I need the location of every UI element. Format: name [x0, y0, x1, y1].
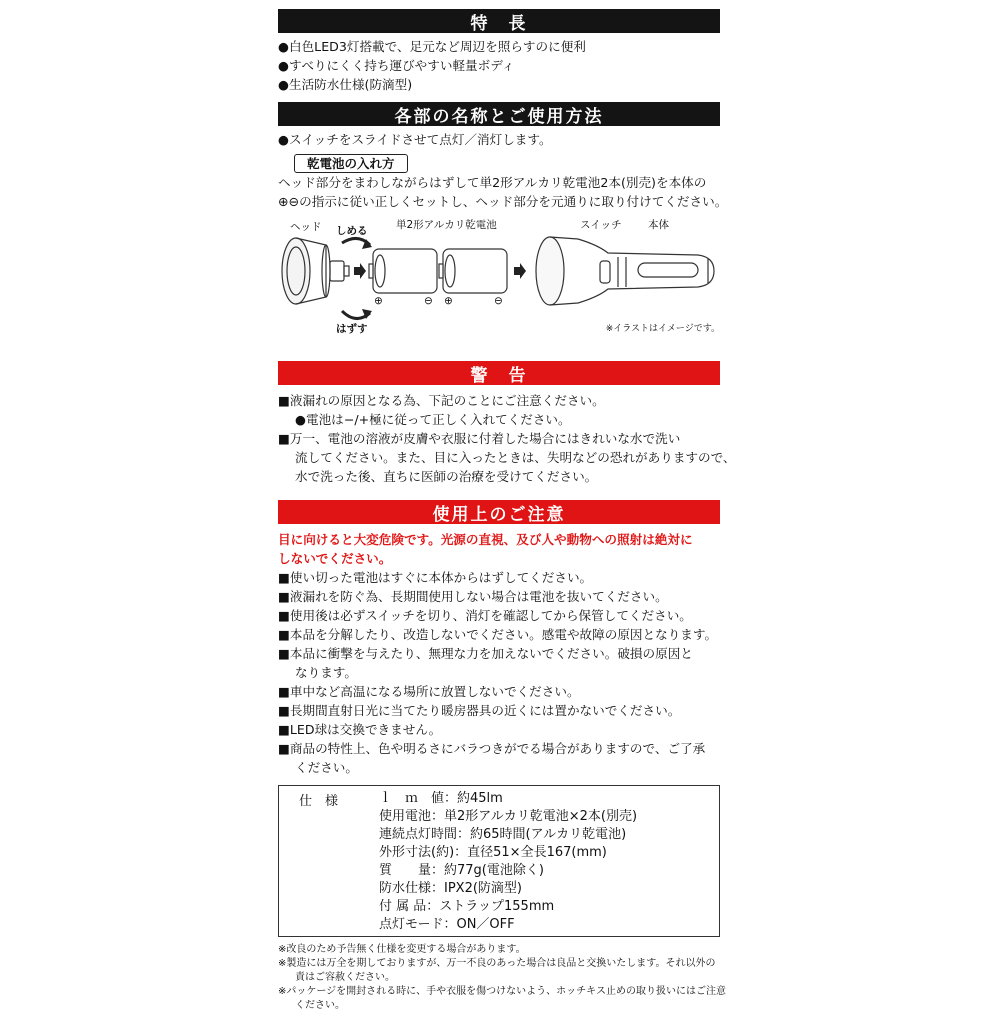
usage-header: 各部の名称とご使用方法: [278, 102, 720, 126]
feature-item: ●すべりにくく持ち運びやすい軽量ボディ: [278, 58, 515, 73]
battery-heading: 乾電池の入れ方: [294, 154, 408, 173]
caution-red-line: しないでください。: [278, 551, 392, 566]
caution-line: ■車中など高温になる場所に放置しないでください。: [278, 684, 580, 699]
arrow-right-icon: [354, 263, 366, 279]
arrow-right-icon: [514, 263, 526, 279]
warning-line: 流してください。また、目に入ったときは、失明などの恐れがありますので、: [295, 450, 736, 465]
caution-red-line: 目に向けると大変危険です。光源の直視、及び人や動物への照射は絶対に: [278, 532, 693, 547]
minus-mark: ⊖: [424, 295, 433, 307]
caution-line: ■商品の特性上、色や明るさにバラつきがでる場合がありますので、ご了承: [278, 741, 706, 756]
feature-item: ●生活防水仕様(防滴型): [278, 77, 413, 92]
body-label: 本体: [648, 219, 669, 231]
close-label: しめる: [336, 225, 368, 237]
switch-instruction: ●スイッチをスライドさせて点灯／消灯します。: [278, 132, 552, 147]
caution-line: ■本品に衝撃を与えたり、無理な力を加えないでください。破損の原因と: [278, 646, 693, 661]
spec-row: ｌ ｍ 値：約45lm: [379, 791, 503, 806]
package-panel: [278, 0, 736, 1013]
warning-line: ■万一、電池の溶液が皮膚や衣服に付着した場合にはきれいな水で洗い: [278, 431, 681, 446]
spec-row: 点灯モード：ON／OFF: [379, 917, 515, 932]
battery-icon: [439, 249, 507, 293]
warning-line: ●電池は−/+極に従って正しく入れてください。: [295, 412, 571, 427]
flashlight-body-icon: [536, 237, 714, 305]
feature-item: ●白色LED3灯搭載で、足元など周辺を照らすのに便利: [278, 39, 586, 54]
head-label: ヘッド: [290, 221, 322, 233]
warning-line: ■液漏れの原因となる為、下記のことにご注意ください。: [278, 393, 605, 408]
warning-header: 警 告: [278, 361, 720, 385]
battery-text: ヘッド部分をまわしながらはずして単2形アルカリ乾電池2本(別売)を本体の: [278, 175, 707, 190]
battery-text: ⊕⊖の指示に従い正しくセットし、ヘッド部分を元通りに取り付けてください。: [278, 194, 728, 209]
switch-label: スイッチ: [580, 219, 622, 231]
spec-box: [278, 785, 720, 937]
spec-row: 質 量：約77g(電池除く): [379, 863, 544, 878]
plus-mark: ⊕: [444, 295, 453, 307]
footnote-line: ください。: [295, 1000, 345, 1011]
flashlight-illustration: [278, 211, 720, 361]
caution-line: ■LED球は交換できません。: [278, 722, 442, 737]
head-icon: [282, 238, 349, 304]
caution-line: なります。: [295, 665, 357, 680]
spec-row: 防水仕様：IPX2(防滴型): [379, 881, 522, 896]
footnote-line: 責はご容赦ください。: [295, 972, 395, 983]
warning-line: 水で洗った後、直ちに医師の治療を受けてください。: [295, 469, 598, 484]
flashlight-drawing: [278, 231, 720, 331]
caution-line: ■長期間直射日光に当てたり暖房器具の近くには置かないでください。: [278, 703, 681, 718]
footnote-line: ※製造には万全を期しておりますが、万一不良のあった場合は良品と交換いたします。それ以外の: [278, 958, 716, 969]
open-label: はずす: [336, 323, 368, 335]
battery-icon: [369, 249, 437, 293]
spec-row: 外形寸法(約)：直径51×全長167(mm): [379, 845, 607, 860]
spec-title: 仕 様: [299, 794, 339, 809]
plus-mark: ⊕: [374, 295, 383, 307]
caution-header: 使用上のご注意: [278, 500, 720, 524]
caution-line: ■液漏れを防ぐ為、長期間使用しない場合は電池を抜いてください。: [278, 589, 668, 604]
footnote-line: ※パッケージを開封される時に、手や衣服を傷つけないよう、ホッチキス止めの取り扱いにはご注意: [278, 986, 726, 997]
spec-row: 連続点灯時間：約65時間(アルカリ乾電池): [379, 827, 627, 842]
caution-line: ください。: [295, 760, 358, 775]
features-header: 特 長: [278, 9, 720, 33]
spec-row: 付 属 品：ストラップ155mm: [379, 899, 555, 914]
spec-row: 使用電池：単2形アルカリ乾電池×2本(別売): [379, 809, 638, 824]
battery-label: 単2形アルカリ乾電池: [396, 219, 497, 231]
caution-line: ■使用後は必ずスイッチを切り、消灯を確認してから保管してください。: [278, 608, 692, 623]
footnote-line: ※改良のため予告無く仕様を変更する場合があります。: [278, 944, 526, 955]
minus-mark: ⊖: [494, 295, 503, 307]
illustration-note: ※イラストはイメージです。: [605, 324, 720, 334]
footnotes: [278, 937, 726, 1013]
caution-line: ■本品を分解したり、改造しないでください。感電や故障の原因となります。: [278, 627, 718, 642]
caution-line: ■使い切った電池はすぐに本体からはずしてください。: [278, 570, 593, 585]
